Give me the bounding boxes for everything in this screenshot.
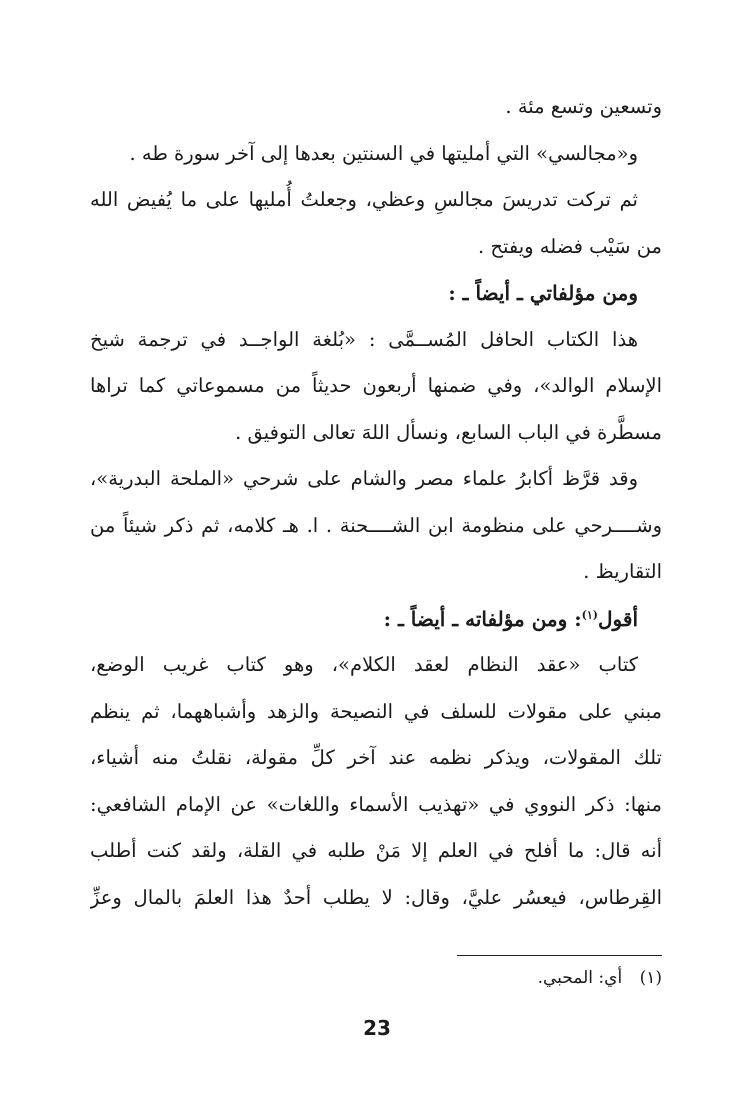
- text-line-7: الإسلام الوالد»، وفي ضمنها أربعون حديثاً من مسموعاتي كما تراها: [90, 374, 662, 397]
- section-heading-my-works: ومن مؤلفاتي ـ أيضاً ـ :: [448, 281, 638, 305]
- text-line-11: التقاريظ .: [583, 560, 662, 583]
- text-line-18: القِرطاس، فيعسُر عليَّ، وقال: لا يطلب أحدٌ هذا العلمَ بالمال وعزِّ: [90, 885, 662, 909]
- text-line-3: ثم تركت تدريسَ مجالسِ وعظي، وجعلتُ أُمليها على ما يُفيض الله: [90, 188, 638, 211]
- text-line-15: تلك المقولات، ويذكر نظمه عند آخر كلِّ مقولة، نقلتُ منه أشياء،: [90, 746, 662, 769]
- footnote-text: أي: المحبي.: [537, 968, 623, 988]
- text-line-10: وشــــرحي على منظومة ابن الشــــحنة . ا. هـ كلامه، ثم ذكر شيئاً من: [90, 513, 662, 537]
- text-line-9: وقد قرَّظ أكابرُ علماء مصر والشام على شرحي «الملحة البدرية»،: [90, 467, 638, 490]
- footnote-number: (١): [639, 968, 662, 988]
- text-line-8: مسطَّرة في الباب السابع، ونسأل اللهَ تعالى التوفيق .: [235, 420, 662, 444]
- text-line-14: مبني على مقولات للسلف في النصيحة والزهد وأشباههما، ثم ينظم: [90, 699, 662, 723]
- heading-word-aqool: أقول: [598, 606, 638, 631]
- text-line-6: هذا الكتاب الحافل المُســمَّى : «بُلغة الواجــد في ترجمة شيخ: [90, 327, 638, 351]
- footnote: [90, 968, 662, 988]
- footnote-marker: (١): [581, 607, 599, 621]
- page-number: 23: [363, 1016, 391, 1040]
- heading-rest: : ومن مؤلفاته ـ أيضاً ـ :: [383, 606, 582, 631]
- section-heading-his-works: [90, 596, 662, 643]
- footnote-separator: [457, 955, 662, 956]
- text-line-13: كتاب «عقد النظام لعقد الكلام»، وهو كتاب غريب الوضع،: [90, 653, 638, 676]
- text-line-4: من سَيْب فضله ويفتح .: [478, 234, 662, 258]
- text-line-17: أنه قال: ما أفلح في العلم إلا مَنْ طلبه في القلة، ولقد كنت أطلب: [90, 839, 662, 862]
- text-line-16: منها: ذكر النووي في «تهذيب الأسماء واللغات» عن الإمام الشافعي:: [90, 792, 662, 816]
- main-text: [90, 84, 662, 921]
- text-line-2: و«مجالسي» التي أمليتها في السنتين بعدها إلى آخر سورة طه .: [129, 141, 638, 165]
- text-line-1: وتسعين وتسع مئة .: [505, 95, 662, 118]
